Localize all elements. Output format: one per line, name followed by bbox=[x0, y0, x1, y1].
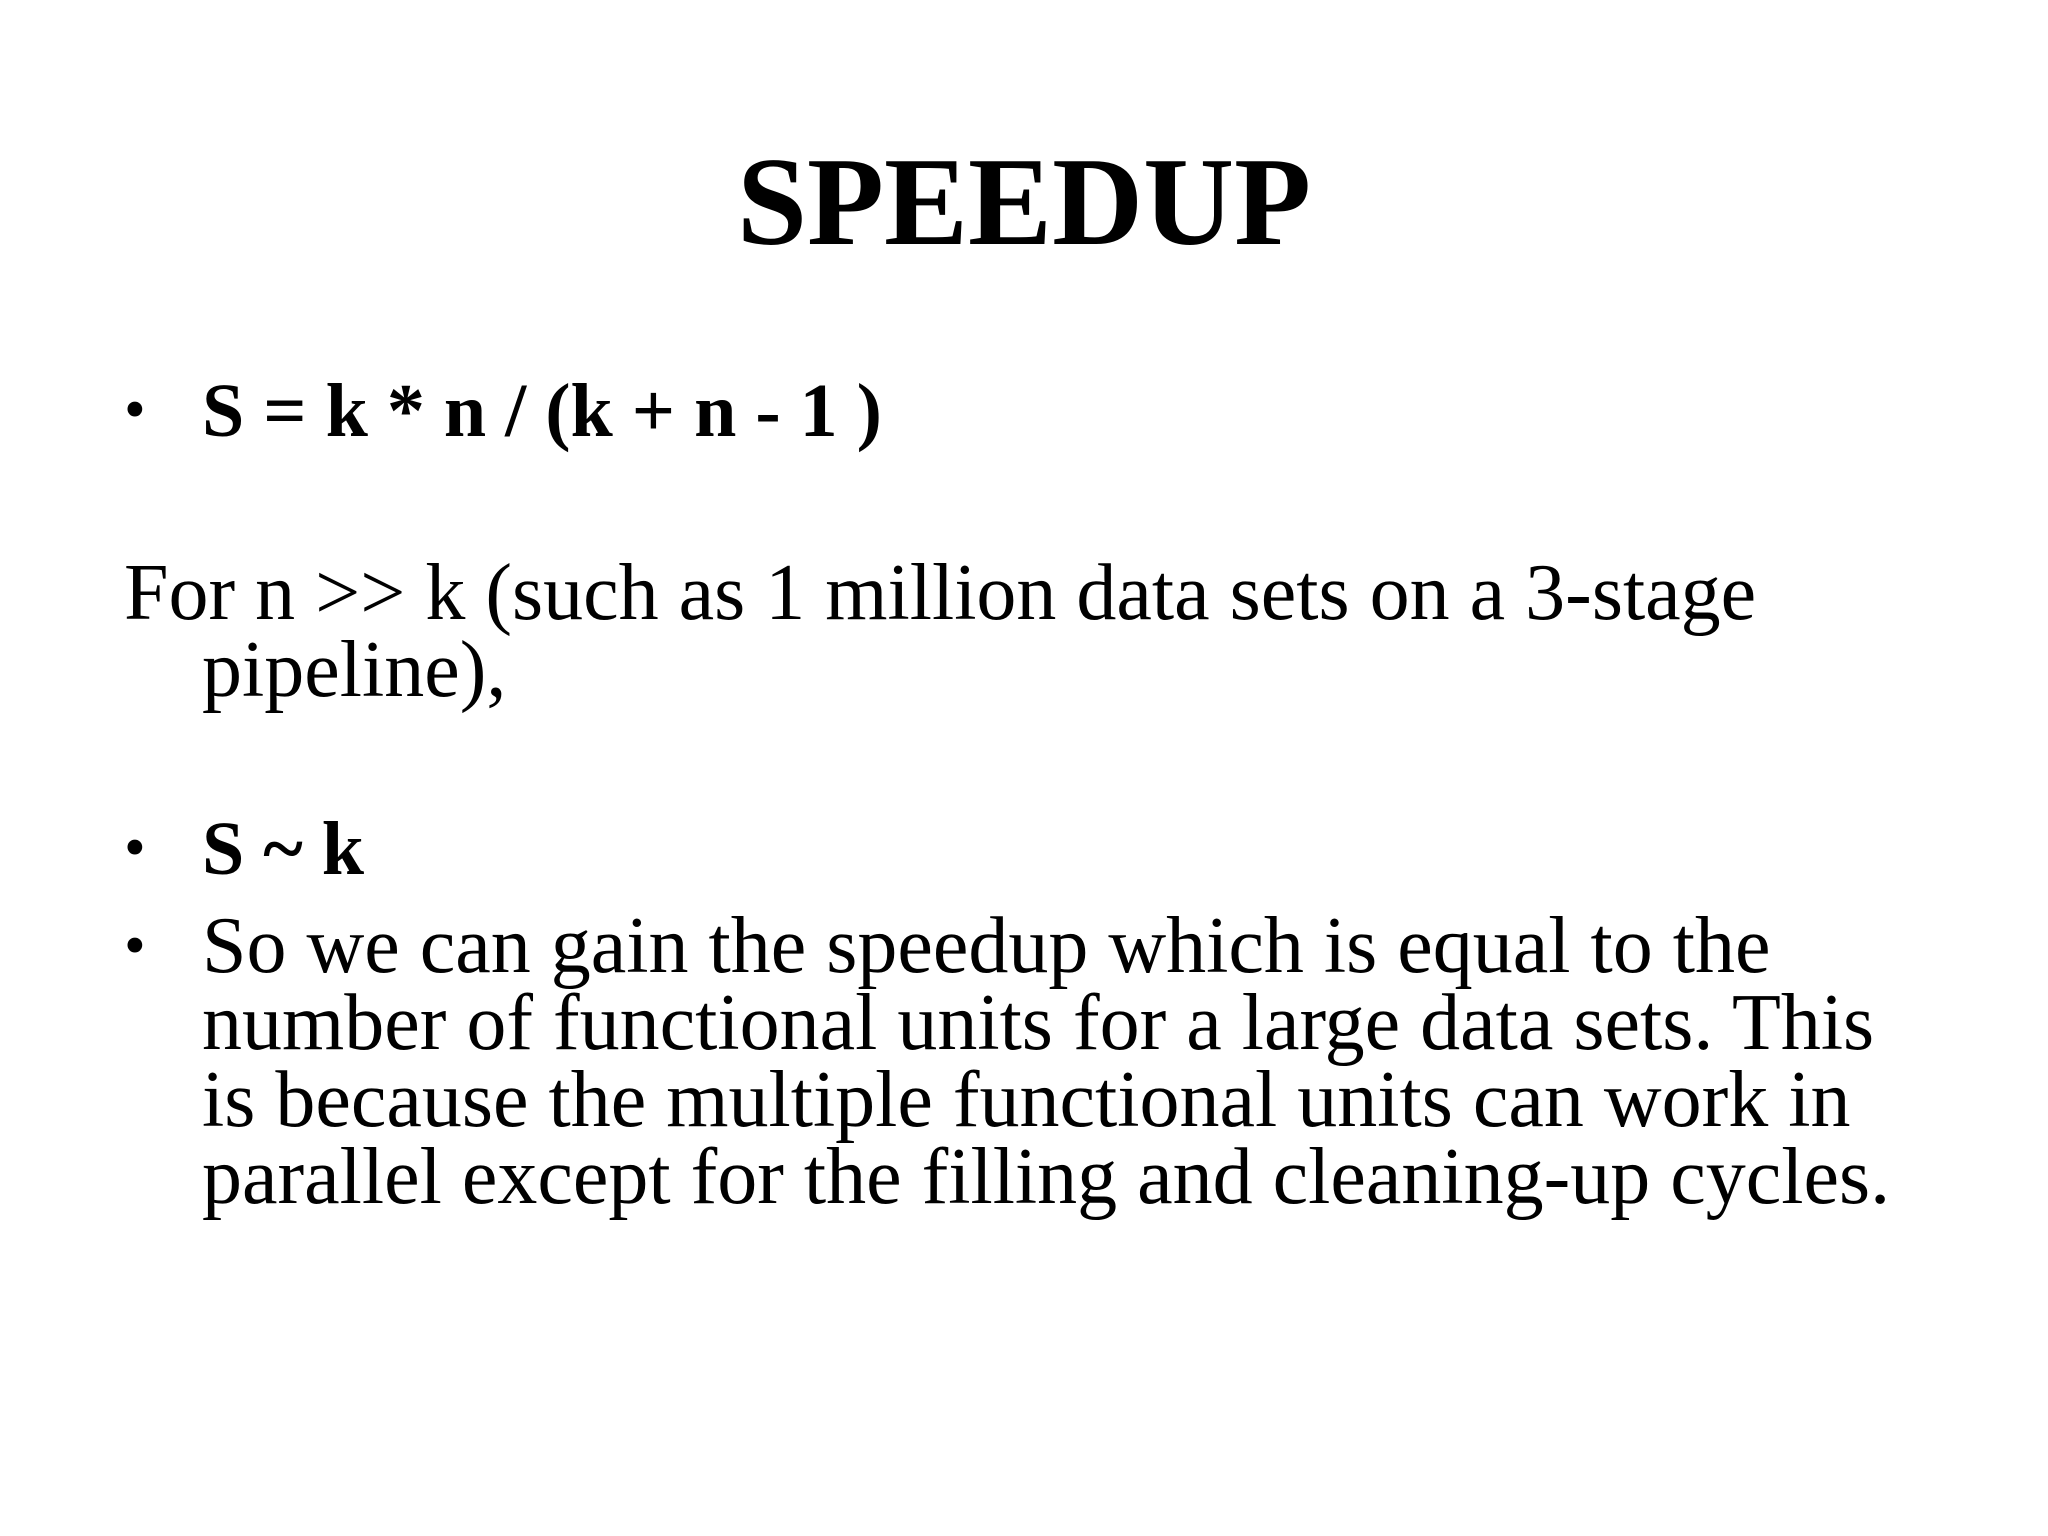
approx-bullet-item bbox=[124, 807, 1938, 891]
bullet-icon: • bbox=[124, 814, 146, 882]
explanation-bullet-item bbox=[124, 902, 1938, 1221]
bullet-icon: • bbox=[124, 376, 146, 444]
condition-paragraph: For n >> k (such as 1 million data sets on a 3-stage pipeline), bbox=[124, 549, 1757, 714]
slide-title: SPEEDUP bbox=[736, 133, 1312, 272]
bullet-icon: • bbox=[124, 912, 146, 980]
speedup-formula: S = k * n / (k + n - 1 ) bbox=[202, 369, 882, 453]
speedup-approximation: S ~ k bbox=[202, 807, 365, 891]
explanation-text: So we can gain the speedup which is equal to the number of functional units for a large data sets. This is because the multiple functional units can work in parallel except for the filling and cleaning-up cycles. bbox=[202, 902, 1891, 1221]
formula-bullet-item bbox=[124, 369, 1938, 453]
